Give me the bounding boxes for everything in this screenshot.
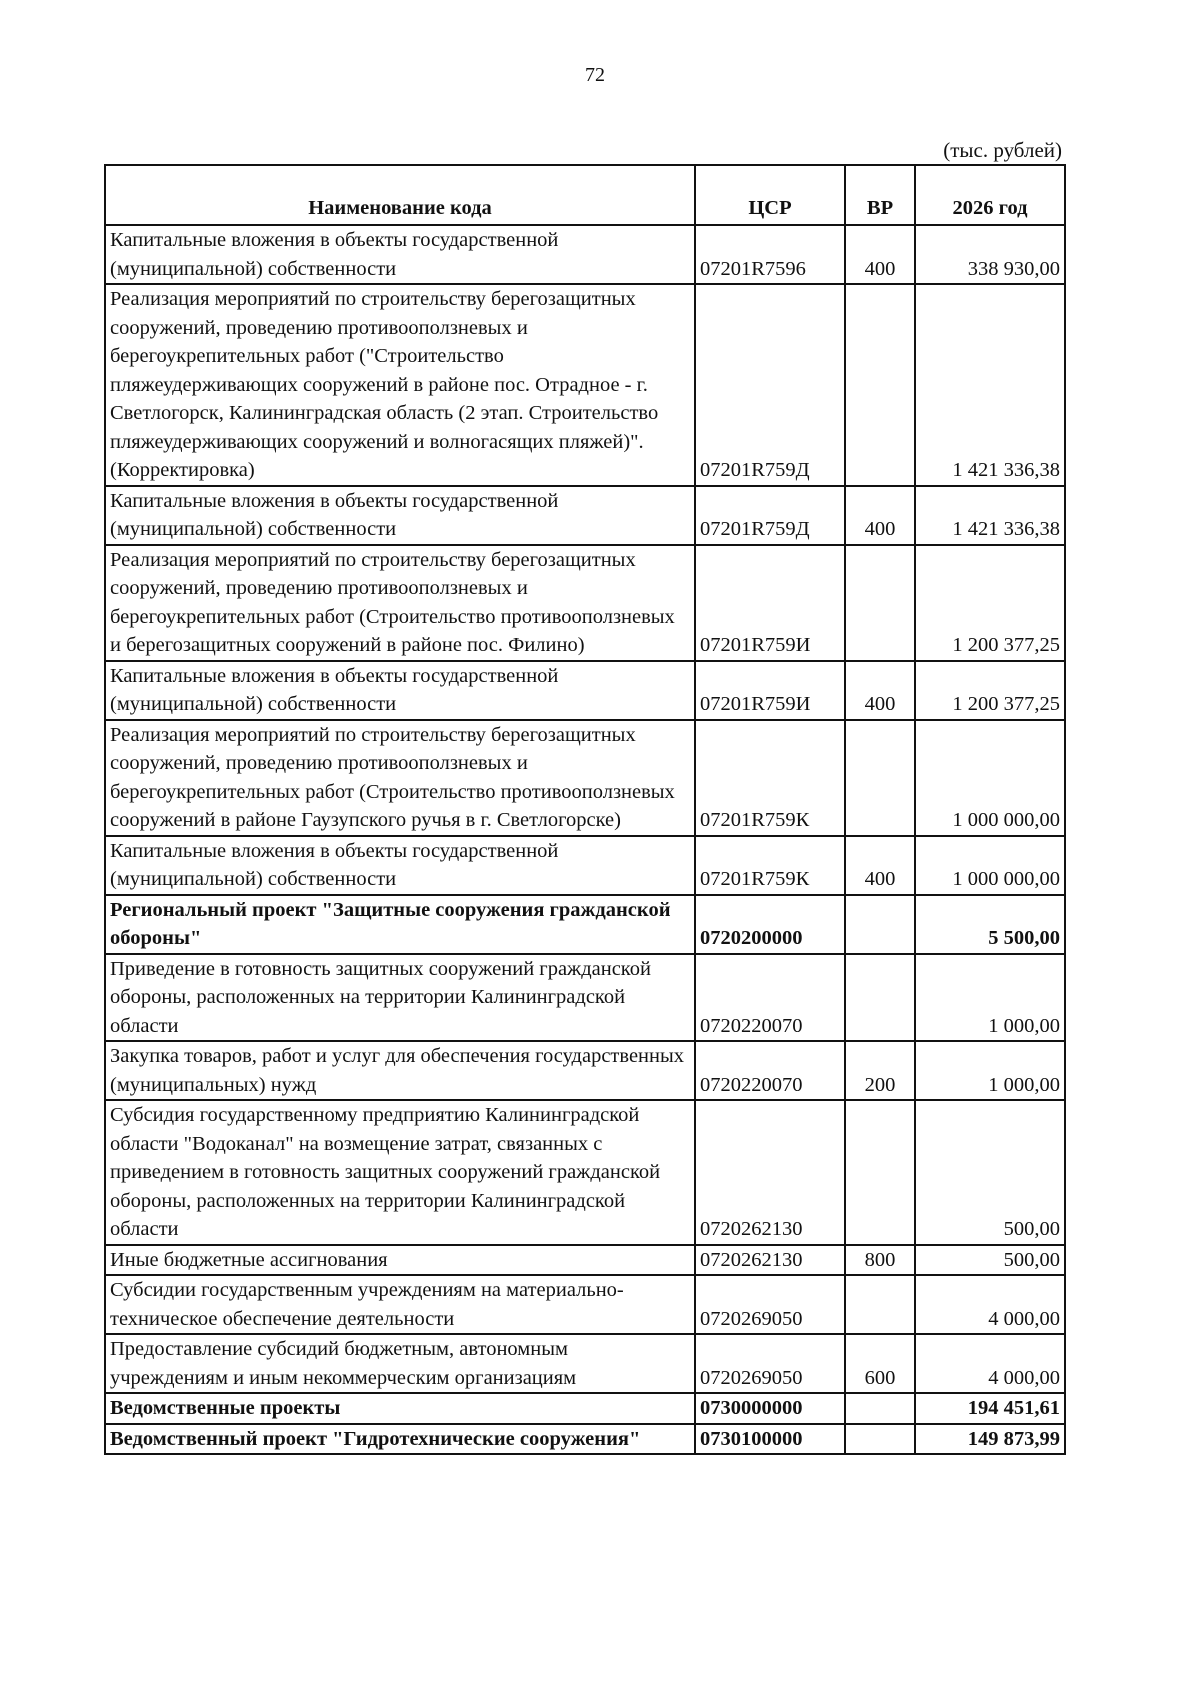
cell-name: Реализация мероприятий по строительству берегозащитных сооружений, проведению противооползневых и берегоукрепительных работ (Строительство противооползневых и берегозащитных сооружений в районе пос. Филино)	[105, 545, 695, 661]
cell-value: 5 500,00	[915, 895, 1065, 954]
cell-vr	[845, 1393, 915, 1424]
table-row	[105, 836, 1065, 895]
header-year: 2026 год	[915, 165, 1065, 225]
cell-name: Ведомственные проекты	[105, 1393, 695, 1424]
cell-vr: 400	[845, 486, 915, 545]
cell-vr: 200	[845, 1041, 915, 1100]
cell-value: 338 930,00	[915, 225, 1065, 284]
cell-vr: 800	[845, 1245, 915, 1276]
cell-csr: 07201R759И	[695, 661, 845, 720]
cell-vr: 400	[845, 836, 915, 895]
cell-name: Приведение в готовность защитных сооружений гражданской обороны, расположенных на территории Калининградской области	[105, 954, 695, 1042]
units-label: (тыс. рублей)	[943, 138, 1062, 162]
cell-vr	[845, 1100, 915, 1245]
cell-name: Капитальные вложения в объекты государственной (муниципальной) собственности	[105, 225, 695, 284]
cell-vr	[845, 1275, 915, 1334]
table-row	[105, 1334, 1065, 1393]
cell-value: 1 200 377,25	[915, 661, 1065, 720]
cell-name: Иные бюджетные ассигнования	[105, 1245, 695, 1276]
table-row	[105, 661, 1065, 720]
cell-value: 1 421 336,38	[915, 284, 1065, 486]
table-body	[105, 225, 1065, 1454]
cell-csr: 07201R759К	[695, 836, 845, 895]
table-row	[105, 1424, 1065, 1455]
cell-csr: 07201R759Д	[695, 486, 845, 545]
table-row	[105, 1100, 1065, 1245]
cell-value: 1 000,00	[915, 954, 1065, 1042]
cell-csr: 0720269050	[695, 1334, 845, 1393]
cell-csr: 07201R759К	[695, 720, 845, 836]
cell-value: 1 000 000,00	[915, 720, 1065, 836]
cell-value: 1 000 000,00	[915, 836, 1065, 895]
cell-csr: 0720262130	[695, 1100, 845, 1245]
cell-value: 4 000,00	[915, 1275, 1065, 1334]
cell-vr	[845, 954, 915, 1042]
table-row	[105, 225, 1065, 284]
cell-vr	[845, 720, 915, 836]
table-row	[105, 720, 1065, 836]
cell-value: 1 200 377,25	[915, 545, 1065, 661]
cell-name: Капитальные вложения в объекты государственной (муниципальной) собственности	[105, 486, 695, 545]
cell-value: 500,00	[915, 1245, 1065, 1276]
cell-name: Реализация мероприятий по строительству берегозащитных сооружений, проведению противооползневых и берегоукрепительных работ ("Строительство пляжеудерживающих сооружений в районе пос. Отрадное - г. Светлогорск, Калининградская область (2 этап. Строительство пляжеудерживающих сооружений и волногасящих пляжей)". (Корректировка)	[105, 284, 695, 486]
cell-value: 149 873,99	[915, 1424, 1065, 1455]
cell-csr: 0720220070	[695, 1041, 845, 1100]
cell-value: 4 000,00	[915, 1334, 1065, 1393]
table-row	[105, 1245, 1065, 1276]
cell-name: Субсидии государственным учреждениям на материально-техническое обеспечение деятельности	[105, 1275, 695, 1334]
cell-csr: 0730000000	[695, 1393, 845, 1424]
cell-name: Капитальные вложения в объекты государственной (муниципальной) собственности	[105, 661, 695, 720]
header-vr: ВР	[845, 165, 915, 225]
cell-vr	[845, 284, 915, 486]
cell-csr: 0720220070	[695, 954, 845, 1042]
table-row	[105, 895, 1065, 954]
cell-vr: 400	[845, 225, 915, 284]
cell-vr: 400	[845, 661, 915, 720]
cell-value: 1 421 336,38	[915, 486, 1065, 545]
cell-csr: 0720262130	[695, 1245, 845, 1276]
cell-name: Субсидия государственному предприятию Калининградской области "Водоканал" на возмещение затрат, связанных с приведением в готовность защитных сооружений гражданской обороны, расположенных на территории Калининградской области	[105, 1100, 695, 1245]
cell-name: Региональный проект "Защитные сооружения гражданской обороны"	[105, 895, 695, 954]
cell-value: 500,00	[915, 1100, 1065, 1245]
cell-vr	[845, 895, 915, 954]
cell-name: Закупка товаров, работ и услуг для обеспечения государственных (муниципальных) нужд	[105, 1041, 695, 1100]
cell-name: Предоставление субсидий бюджетным, автономным учреждениям и иным некоммерческим организациям	[105, 1334, 695, 1393]
table-row	[105, 1041, 1065, 1100]
table-row	[105, 954, 1065, 1042]
table-row	[105, 284, 1065, 486]
cell-csr: 07201R759И	[695, 545, 845, 661]
cell-value: 194 451,61	[915, 1393, 1065, 1424]
cell-csr: 07201R7596	[695, 225, 845, 284]
cell-name: Капитальные вложения в объекты государственной (муниципальной) собственности	[105, 836, 695, 895]
header-name: Наименование кода	[105, 165, 695, 225]
table-row	[105, 486, 1065, 545]
table-row	[105, 545, 1065, 661]
cell-vr	[845, 545, 915, 661]
header-csr: ЦСР	[695, 165, 845, 225]
cell-name: Реализация мероприятий по строительству берегозащитных сооружений, проведению противооползневых и берегоукрепительных работ (Строительство противооползневых сооружений в районе Гаузупского ручья в г. Светлогорске)	[105, 720, 695, 836]
cell-csr: 0720200000	[695, 895, 845, 954]
cell-csr: 07201R759Д	[695, 284, 845, 486]
budget-table	[104, 164, 1066, 1455]
page-number: 72	[585, 64, 605, 86]
cell-csr: 0720269050	[695, 1275, 845, 1334]
table-row	[105, 1275, 1065, 1334]
table-header	[105, 165, 1065, 225]
cell-name: Ведомственный проект "Гидротехнические сооружения"	[105, 1424, 695, 1455]
cell-value: 1 000,00	[915, 1041, 1065, 1100]
cell-csr: 0730100000	[695, 1424, 845, 1455]
cell-vr	[845, 1424, 915, 1455]
cell-vr: 600	[845, 1334, 915, 1393]
table-row	[105, 1393, 1065, 1424]
